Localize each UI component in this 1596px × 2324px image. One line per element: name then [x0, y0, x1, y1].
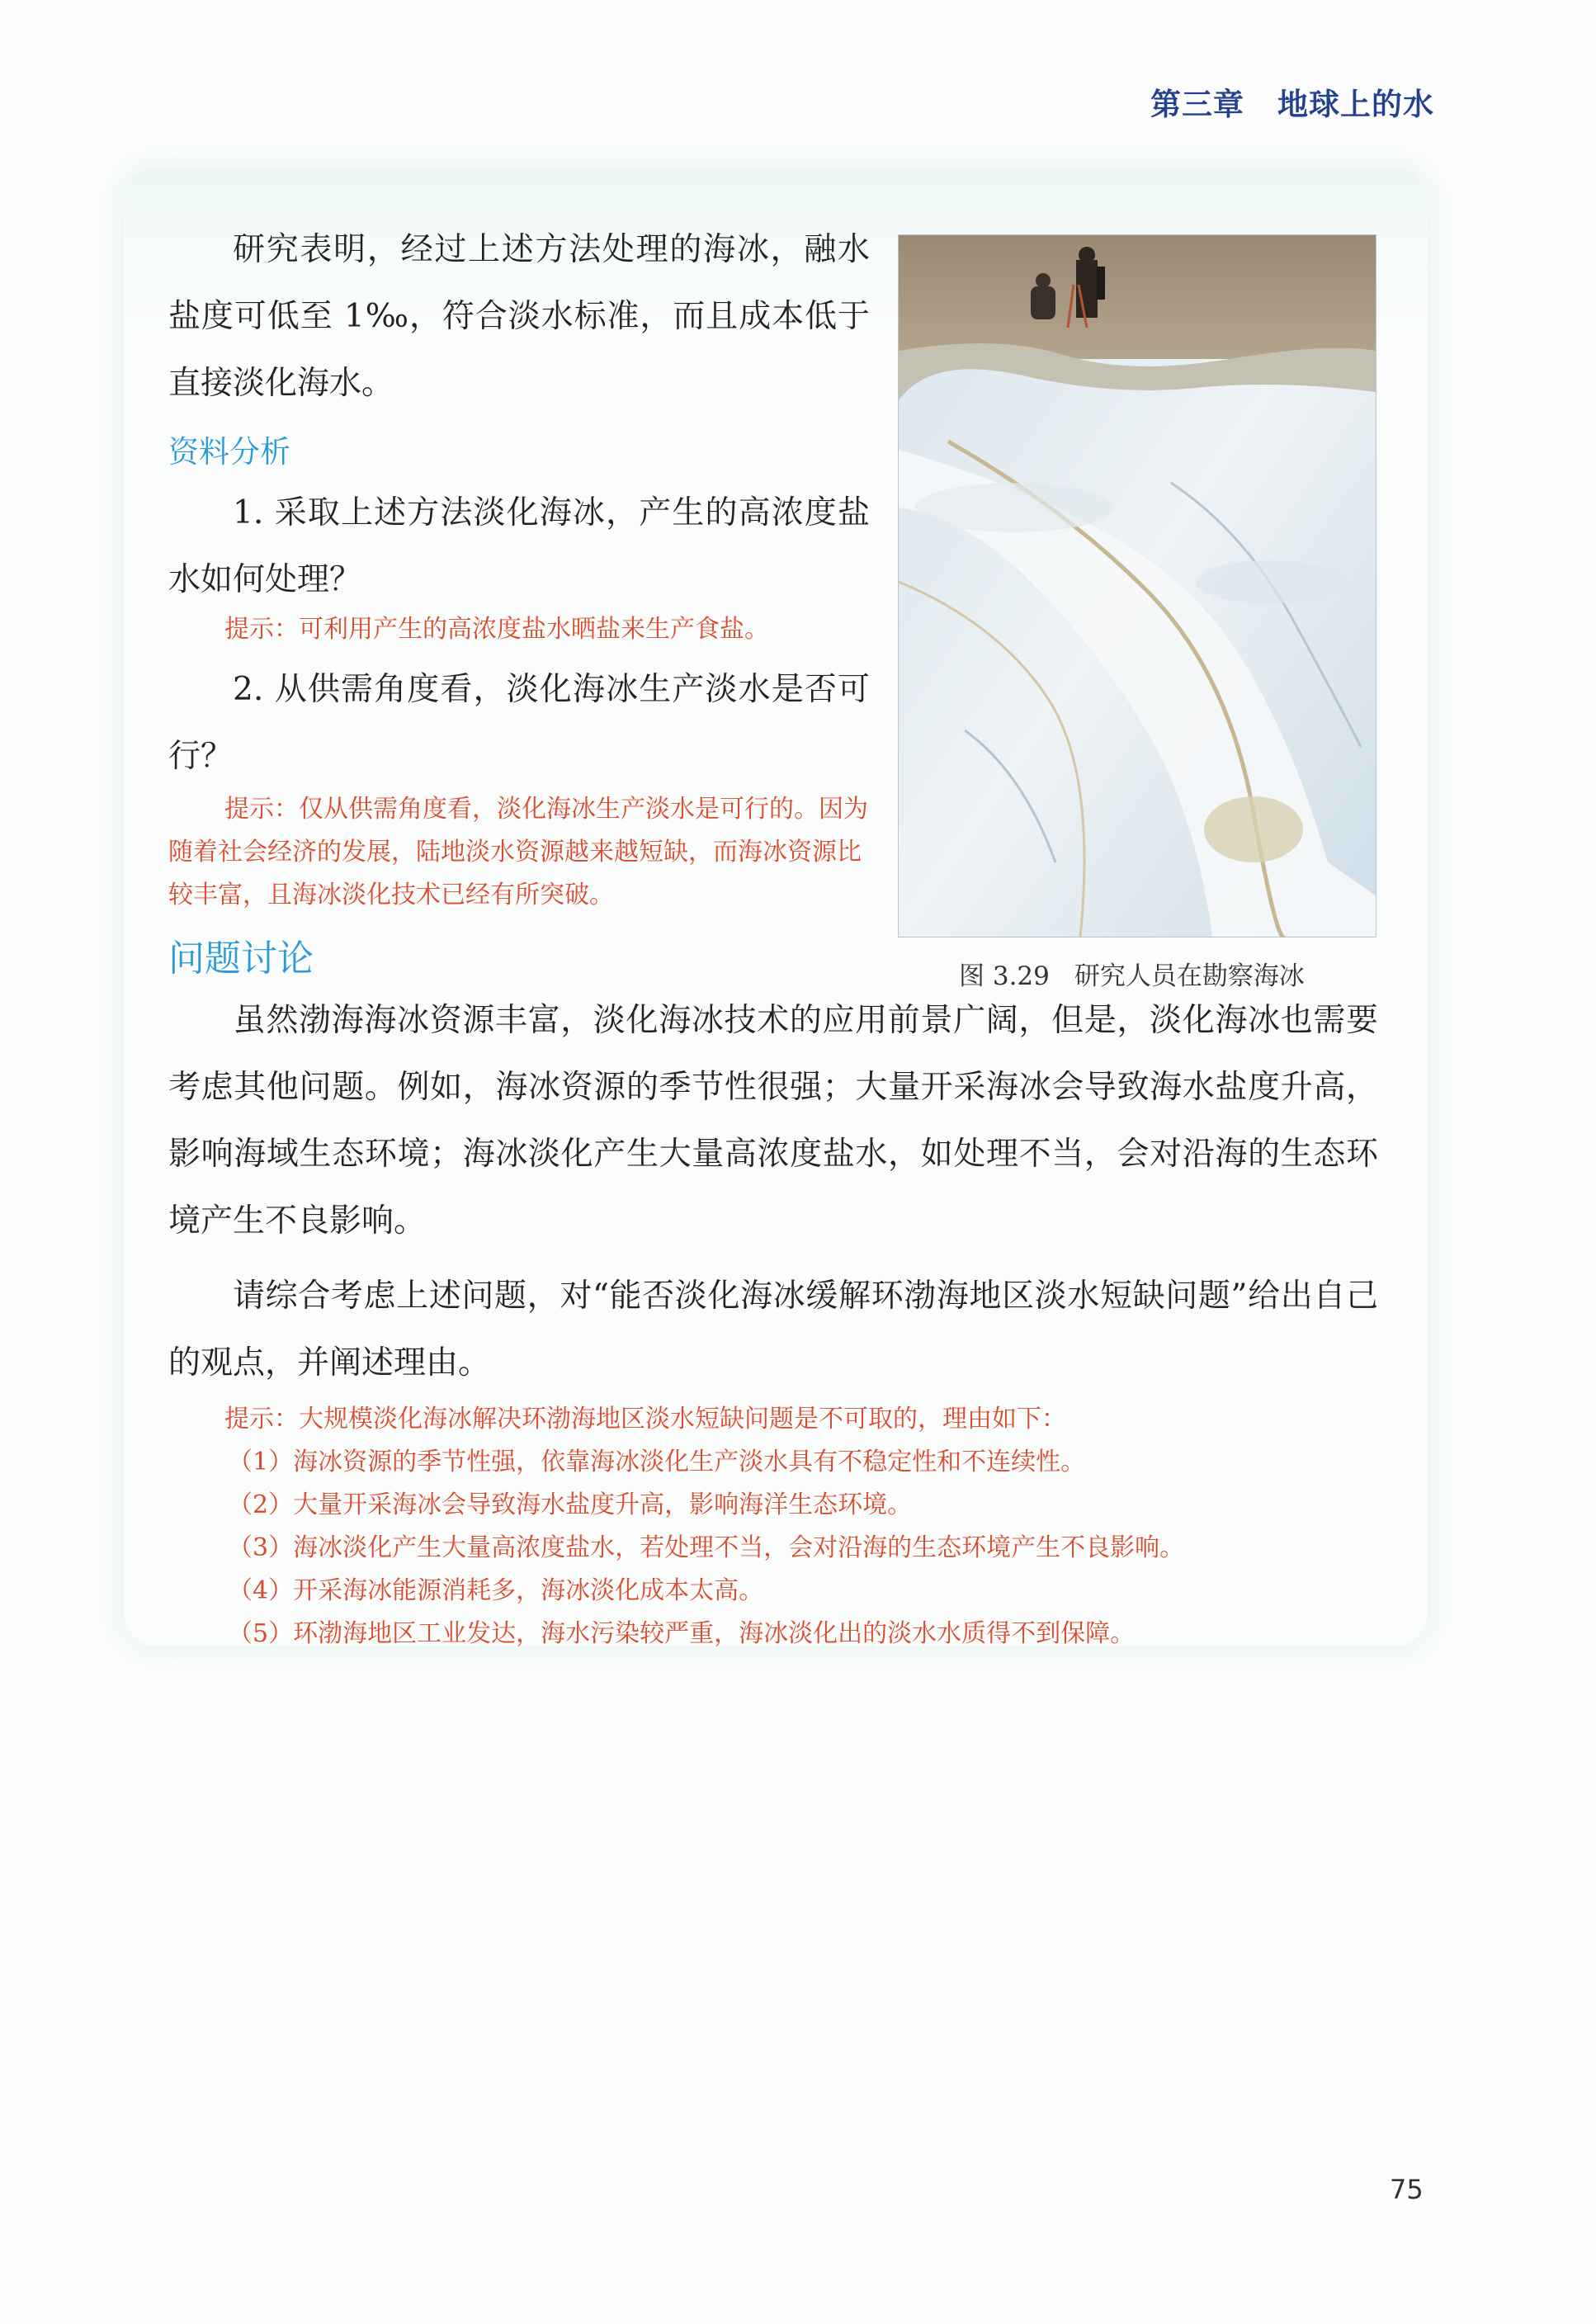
chapter-title: 地球上的水	[1277, 87, 1434, 122]
discussion-hint: 提示：大规模淡化海冰解决环渤海地区淡水短缺问题是不可取的，理由如下：	[224, 1405, 1066, 1434]
chapter-number: 第三章	[1150, 87, 1244, 122]
analysis-title: 资料分析	[168, 434, 290, 470]
figure-number: 图 3.29	[959, 961, 1050, 991]
hint-item: （2）大量开采海冰会导致海水盐度升高，影响海洋生态环境。	[228, 1490, 913, 1519]
sea-ice-illustration	[899, 235, 1376, 937]
sea-ice-photo	[898, 234, 1376, 938]
left-column	[168, 216, 870, 986]
analysis-question-2: 2. 从供需角度看，淡化海冰生产淡水是否可行？	[168, 671, 870, 775]
discussion-body	[168, 987, 1378, 1656]
discussion-paragraph-2: 请综合考虑上述问题，对“能否淡化海冰缓解环渤海地区淡水短缺问题”给出自己的观点，并阐述理由。	[168, 1278, 1378, 1382]
chapter-header	[1150, 79, 1434, 124]
discussion-paragraph-1: 虽然渤海海冰资源丰富，淡化海冰技术的应用前景广阔，但是，淡化海冰也需要考虑其他问题。例如，海冰资源的季节性很强；大量开采海冰会导致海水盐度升高，影响海域生态环境；海冰淡化产生大量高浓度盐水，如处理不当，会对沿海的生态环境产生不良影响。	[168, 1002, 1378, 1240]
figure-caption-text: 研究人员在勘察海冰	[1074, 961, 1305, 991]
discussion-hint-block	[168, 1398, 1378, 1656]
discussion-title: 问题讨论	[168, 938, 314, 980]
hint-item: （5）环渤海地区工业发达，海水污染较严重，海冰淡化出的淡水水质得不到保障。	[228, 1619, 1136, 1648]
intro-paragraph: 研究表明，经过上述方法处理的海冰，融水盐度可低至 1‰，符合淡水标准，而且成本低于直接淡化海水。	[168, 231, 870, 402]
analysis-hint-2: 提示：仅从供需角度看，淡化海冰生产淡水是可行的。因为随着社会经济的发展，陆地淡水资源越来越短缺，而海冰资源比较丰富，且海冰淡化技术已经有所突破。	[168, 795, 868, 909]
hint-item: （1）海冰资源的季节性强，依靠海冰淡化生产淡水具有不稳定性和不连续性。	[228, 1448, 1086, 1476]
analysis-hint-1: 提示：可利用产生的高浓度盐水晒盐来生产食盐。	[224, 615, 769, 644]
hint-item: （3）海冰淡化产生大量高浓度盐水，若处理不当，会对沿海的生态环境产生不良影响。	[228, 1533, 1185, 1562]
page-number: 75	[1390, 2174, 1424, 2205]
analysis-question-1: 1. 采取上述方法淡化海冰，产生的高浓度盐水如何处理？	[168, 494, 870, 598]
hint-item: （4）开采海冰能源消耗多，海冰淡化成本太高。	[228, 1576, 764, 1605]
